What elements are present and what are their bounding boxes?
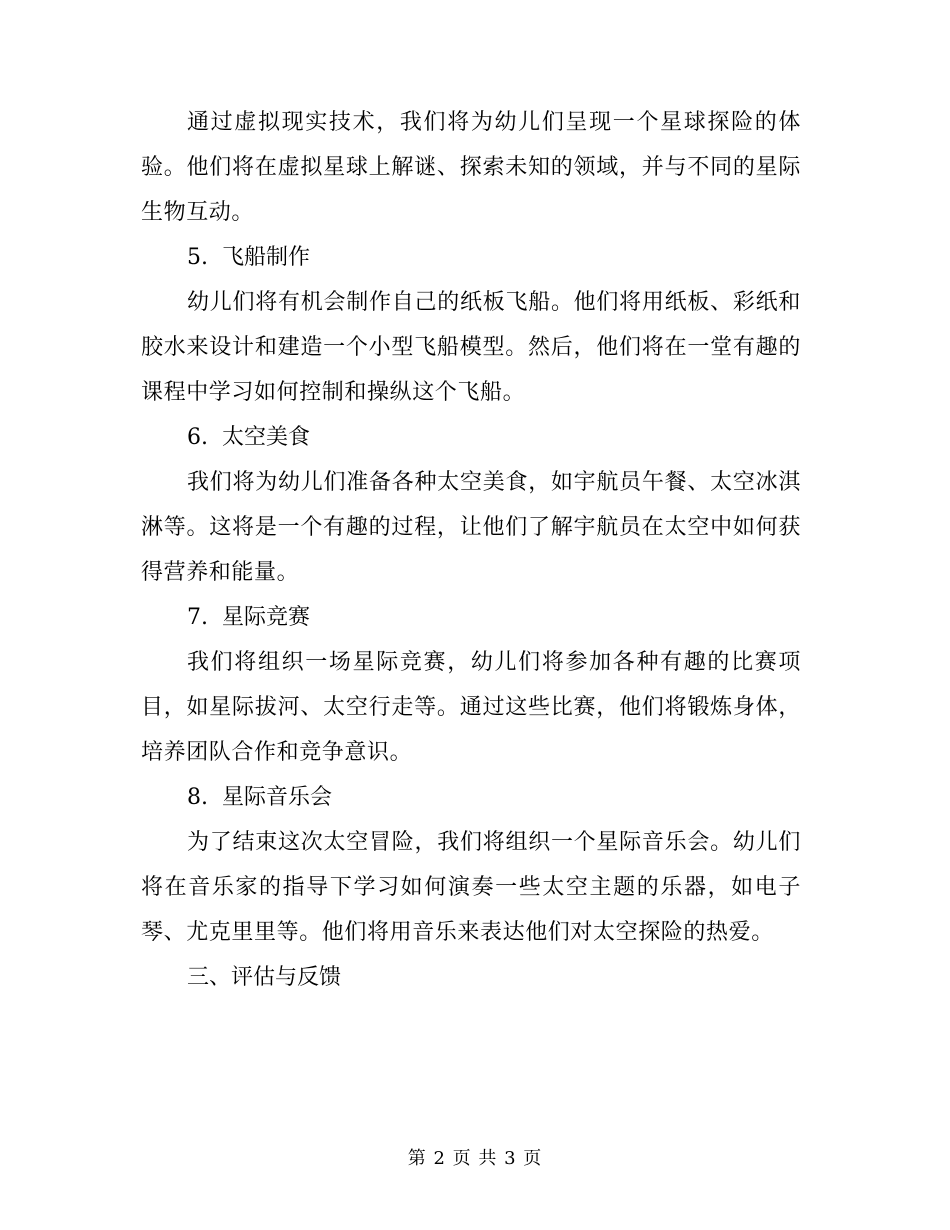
section-number: 8. [187,785,208,810]
section-title: 星际竞赛 [222,605,311,630]
section-heading-spaceship-making [141,235,801,280]
page-number-footer: 第 2 页 共 3 页 [407,1148,543,1169]
paragraph-vr-planet-exploration: 通过虚拟现实技术，我们将为幼儿们呈现一个星球探险的体验。他们将在虚拟星球上解谜、探索未知的领域，并与不同的星际生物互动。 [141,110,801,225]
section-title: 飞船制作 [222,245,311,270]
section-title: 三、评估与反馈 [187,965,342,990]
section-number: 6. [187,425,208,450]
section-heading-interstellar-concert [141,775,801,820]
page-content [141,100,801,1000]
section-title: 太空美食 [222,425,311,450]
section-title: 星际音乐会 [222,785,333,810]
paragraph-spaceship-making: 幼儿们将有机会制作自己的纸板飞船。他们将用纸板、彩纸和胶水来设计和建造一个小型飞船模型。然后，他们将在一堂有趣的课程中学习如何控制和操纵这个飞船。 [141,290,801,405]
section-number: 7. [187,605,208,630]
section-number: 5. [187,245,208,270]
paragraph-space-food: 我们将为幼儿们准备各种太空美食，如宇航员午餐、太空冰淇淋等。这将是一个有趣的过程，让他们了解宇航员在太空中如何获得营养和能量。 [141,470,801,585]
section-heading-evaluation-feedback [141,955,801,1000]
paragraph-interstellar-concert: 为了结束这次太空冒险，我们将组织一个星际音乐会。幼儿们将在音乐家的指导下学习如何演奏一些太空主题的乐器，如电子琴、尤克里里等。他们将用音乐来表达他们对太空探险的热爱。 [141,830,801,945]
section-heading-interstellar-contest [141,595,801,640]
paragraph-interstellar-contest: 我们将组织一场星际竞赛，幼儿们将参加各种有趣的比赛项目，如星际拔河、太空行走等。通过这些比赛，他们将锻炼身体，培养团队合作和竞争意识。 [141,650,801,765]
section-heading-space-food [141,415,801,460]
